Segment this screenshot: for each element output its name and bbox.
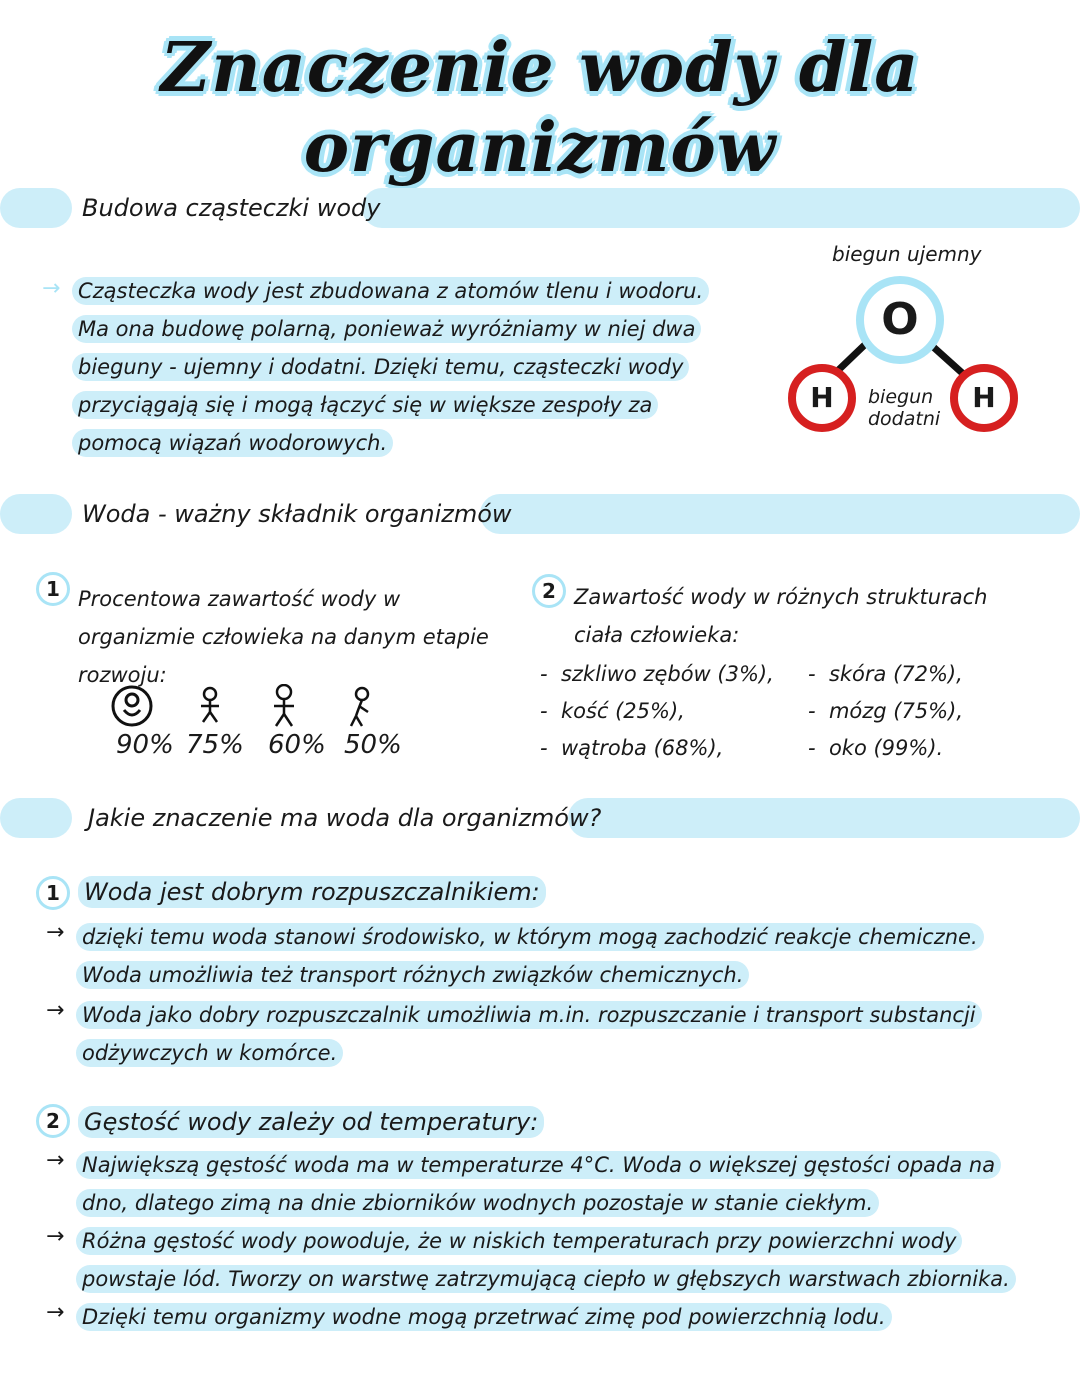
section-band-left	[0, 798, 72, 838]
arrow-icon: →	[46, 920, 65, 945]
elderly-icon	[351, 688, 368, 726]
list-item: - mózg (75%),	[808, 699, 964, 723]
arrow-icon: →	[46, 1224, 65, 1249]
positive-pole-label	[868, 386, 940, 430]
solvent-title: Woda jest dobrym rozpuszczalnikiem:	[78, 878, 546, 906]
density-title: Gęstość wody zależy od temperatury:	[78, 1108, 544, 1136]
number-badge: 2	[36, 1104, 70, 1138]
number-badge: 2	[532, 574, 566, 608]
list-item: - kość (25%),	[540, 699, 685, 723]
positive-pole-label-line2: dodatni	[868, 408, 941, 430]
section-heading-component: Woda - ważny składnik organizmów	[82, 500, 512, 528]
density-bullet-1: Największą gęstość woda ma w temperaturze 4°C. Woda o większej gęstości opada na dno, dlatego zimą na dnie zbiorników wodnych pozostaje w stanie ciekłym.	[76, 1146, 1046, 1222]
stage-percent-child: 75%	[186, 730, 244, 760]
water-content-intro: Procentowa zawartość wody w organizmie człowieka na danym etapie rozwoju:	[78, 587, 489, 687]
section-band-left	[0, 188, 72, 228]
number-badge-1-wrap	[36, 572, 70, 606]
page-title: Znaczenie wody dla organizmów	[160, 28, 920, 188]
density-bullet-2: Różna gęstość wody powoduje, że w niskich temperaturach przy powierzchni wody powstaje lód. Tworzy on warstwę zatrzymującą ciepło w głębszych warstwach zbiornika.	[76, 1222, 1046, 1298]
positive-pole-label-line1: biegun	[868, 386, 934, 408]
water-molecule-diagram	[780, 240, 1020, 450]
oxygen-atom: O	[856, 276, 944, 364]
number-badge-3-wrap	[36, 876, 70, 910]
fetus-icon	[113, 687, 151, 725]
solvent-bullet-2: Woda jako dobry rozpuszczalnik umożliwia m.in. rozpuszczanie i transport substancji odżywczych w komórce.	[76, 996, 1036, 1072]
list-item: - oko (99%).	[808, 736, 944, 760]
number-badge-2-wrap	[532, 574, 566, 608]
development-stage-icons	[110, 684, 410, 728]
section-heading-importance: Jakie znaczenie ma woda dla organizmów?	[88, 804, 602, 832]
arrow-icon: →	[46, 1300, 65, 1325]
adult-icon	[274, 685, 294, 726]
solvent-bullet-1: dzięki temu woda stanowi środowisko, w którym mogą zachodzić reakcje chemiczne. Woda umożliwia też transport różnych związków chemicznych.	[76, 918, 1036, 994]
density-bullet-3: Dzięki temu organizmy wodne mogą przetrwać zimę pod powierzchnią lodu.	[76, 1298, 1046, 1336]
body-structures-list-right	[808, 656, 1028, 767]
list-item: - wątroba (68%),	[540, 736, 724, 760]
structure-paragraph	[72, 272, 732, 462]
arrow-icon: →	[42, 276, 61, 301]
section-band-left	[0, 494, 72, 534]
list-item: - skóra (72%),	[808, 662, 963, 686]
number-badge: 1	[36, 572, 70, 606]
section-heading-structure: Budowa cząsteczki wody	[82, 194, 381, 222]
number-badge-4-wrap	[36, 1104, 70, 1138]
stage-percent-fetus: 90%	[116, 730, 174, 760]
section-band-right	[480, 494, 1080, 534]
section-band-right	[362, 188, 1080, 228]
list-item: - szkliwo zębów (3%),	[540, 662, 774, 686]
body-structures-intro: Zawartość wody w różnych strukturach ciała człowieka:	[574, 585, 988, 647]
section-band-right	[568, 798, 1080, 838]
body-structures-list-left	[540, 656, 800, 767]
stage-percent-elderly: 50%	[344, 730, 402, 760]
hydrogen-atom-left: H	[788, 364, 856, 432]
structure-paragraph-text: Cząsteczka wody jest zbudowana z atomów tlenu i wodoru. Ma ona budowę polarną, ponieważ wyróżniamy w niej dwa bieguny - ujemny i dodatni. Dzięki temu, cząsteczki wody przyciągają się i mogą łączyć się w większe zespoły za pomocą wiązań wodorowych.	[72, 277, 709, 457]
child-icon	[201, 688, 219, 722]
hydrogen-atom-right: H	[950, 364, 1018, 432]
arrow-icon: →	[46, 1148, 65, 1173]
stage-percent-adult: 60%	[268, 730, 326, 760]
arrow-icon: →	[46, 998, 65, 1023]
negative-pole-label: biegun ujemny	[832, 242, 982, 266]
number-badge: 1	[36, 876, 70, 910]
